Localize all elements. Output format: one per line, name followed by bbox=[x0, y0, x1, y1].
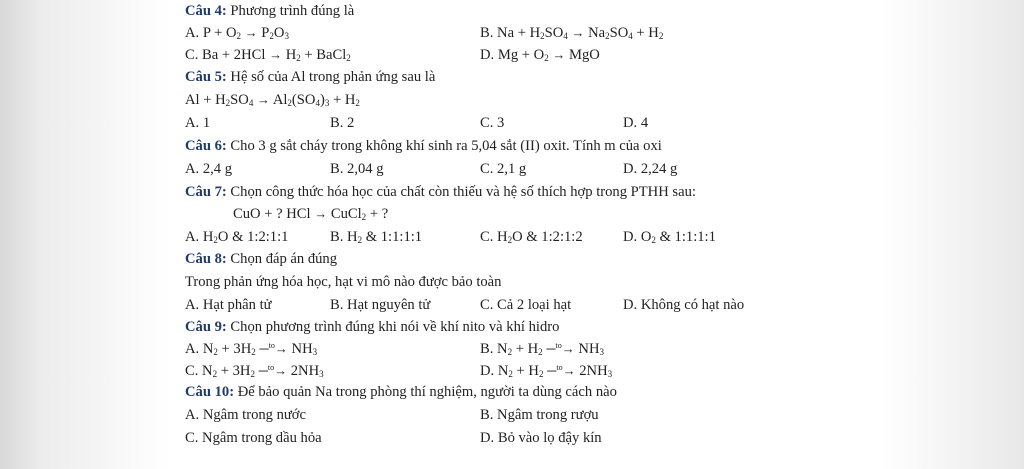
option-a: A. $H_2O$ & 1:2:1:1 bbox=[185, 229, 289, 245]
question-text: Chọn phương trình đúng khi nói về khí nito và khí hidro bbox=[230, 319, 560, 335]
option-b: B. Ngâm trong rượu bbox=[480, 407, 599, 423]
option-c: C. 3 bbox=[480, 115, 505, 131]
question-4-heading bbox=[0, 0, 1024, 22]
question-text: Phương trình đúng là bbox=[230, 3, 355, 19]
question-7-options bbox=[0, 226, 1024, 248]
question-number: Câu 8: bbox=[185, 251, 227, 267]
question-5-equation: $Al + H_2SO_4 \to Al_2(SO_4)_3 + H_2$ bbox=[185, 92, 360, 108]
question-text: Chọn công thức hóa học của chất còn thiếu và hệ số thích hợp trong PTHH sau: bbox=[230, 184, 696, 200]
option-b: B. $H_2$ & 1:1:1:1 bbox=[330, 229, 423, 245]
question-9-heading bbox=[0, 316, 1024, 338]
option-d: D. 2,24 g bbox=[623, 161, 678, 177]
question-number: Câu 6: bbox=[185, 138, 227, 154]
question-8-heading bbox=[0, 248, 1024, 270]
question-number: Câu 5: bbox=[185, 69, 227, 85]
question-7-equation: CuO + ? HCl → CuCl$_2$ + ? bbox=[233, 206, 389, 222]
option-a: A. $P + O_2 \to P_2O_3$ bbox=[185, 25, 289, 41]
question-4-options-row-2 bbox=[0, 44, 1024, 66]
option-d: D. $Mg + O_2$ → MgO bbox=[480, 47, 600, 63]
option-b: B. Hạt nguyên tử bbox=[330, 297, 431, 313]
option-a: A. Ngâm trong nước bbox=[185, 407, 307, 423]
option-d: D. Bỏ vào lọ đậy kín bbox=[480, 430, 602, 446]
option-a: A. $N_2 + 3H_2$ ─$^{to}$→ $NH_3$ bbox=[185, 341, 318, 357]
option-b: B. $Na + H_2SO_4 \to Na_2SO_4 + H_2$ bbox=[480, 25, 664, 41]
option-d: D. 4 bbox=[623, 115, 649, 131]
option-b: B. 2,04 g bbox=[330, 161, 384, 177]
option-d: D. $N_2 + H_2$ ─$^{to}$→ $2NH_3$ bbox=[480, 363, 613, 379]
question-5-heading bbox=[0, 66, 1024, 88]
question-8-stem: Trong phản ứng hóa học, hạt vi mô nào được bảo toàn bbox=[185, 274, 502, 290]
question-8-options bbox=[0, 294, 1024, 316]
question-5-options bbox=[0, 112, 1024, 134]
option-b: B. 2 bbox=[330, 115, 355, 131]
question-10-options-row-1 bbox=[0, 404, 1024, 426]
question-number: Câu 9: bbox=[185, 319, 227, 335]
question-text: Chọn đáp án đúng bbox=[230, 251, 338, 267]
option-c: C. 2,1 g bbox=[480, 161, 527, 177]
option-c: C. $Ba + 2HCl \to H_2$ + BaCl$_2$ bbox=[185, 47, 351, 63]
question-7-heading bbox=[0, 181, 1024, 203]
question-4-options-row-1 bbox=[0, 22, 1024, 44]
question-9-options-row-1 bbox=[0, 338, 1024, 360]
question-number: Câu 4: bbox=[185, 3, 227, 19]
option-c: C. Ngâm trong dầu hỏa bbox=[185, 430, 322, 446]
option-d: D. $O_2$ & 1:1:1:1 bbox=[623, 229, 716, 245]
question-text: Để bảo quản Na trong phòng thí nghiệm, người ta dùng cách nào bbox=[237, 384, 617, 400]
question-number: Câu 10: bbox=[185, 384, 235, 400]
question-9-options-row-2 bbox=[0, 360, 1024, 382]
option-c: C. $H_2O$ & 1:2:1:2 bbox=[480, 229, 583, 245]
option-b: B. $N_2 + H_2$ ─$^{to}$→ $NH_3$ bbox=[480, 341, 605, 357]
question-10-options-row-2 bbox=[0, 427, 1024, 449]
option-c: C. Cả 2 loại hạt bbox=[480, 297, 572, 313]
question-text: Cho 3 g sắt cháy trong không khí sinh ra 5,04 sắt (II) oxit. Tính m của oxi bbox=[230, 138, 662, 154]
option-a: A. 1 bbox=[185, 115, 211, 131]
option-d: D. Không có hạt nào bbox=[623, 297, 745, 313]
question-text: Hệ số của Al trong phản ứng sau là bbox=[230, 69, 436, 85]
question-6-options bbox=[0, 158, 1024, 180]
option-a: A. 2,4 g bbox=[185, 161, 233, 177]
question-10-heading bbox=[0, 381, 1024, 403]
option-a: A. Hạt phân tử bbox=[185, 297, 272, 313]
question-6-heading bbox=[0, 135, 1024, 157]
option-c: C. $N_2 + 3H_2$ ─$^{to}$→ $2NH_3$ bbox=[185, 363, 324, 379]
question-number: Câu 7: bbox=[185, 184, 227, 200]
